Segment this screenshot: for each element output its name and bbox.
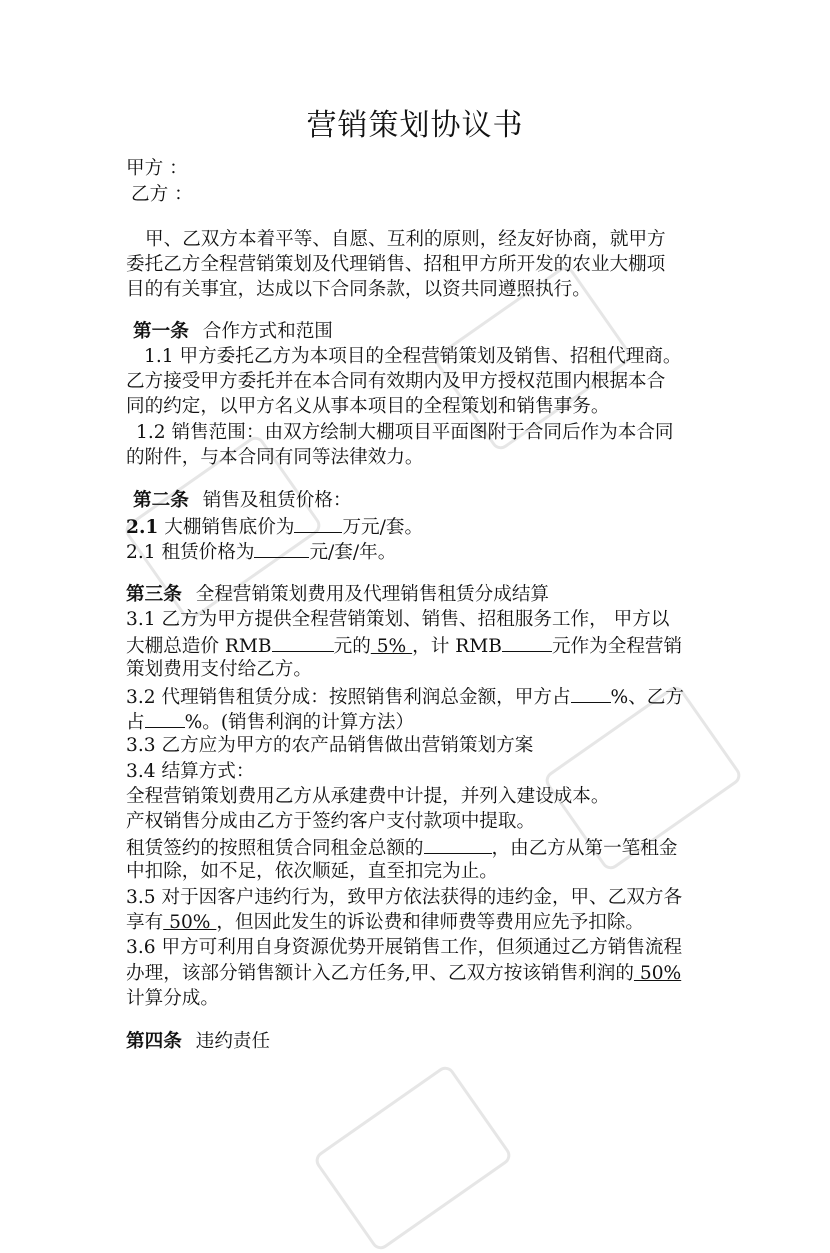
clause-text: 大棚总造价 RMB bbox=[126, 636, 272, 657]
article3-line: 3.3 乙方应为甲方的农产品销售做出营销策划方案 bbox=[126, 735, 534, 756]
article3-line: 3.1 乙方为甲方提供全程营销策划、销售、招租服务工作， 甲方以 bbox=[126, 609, 670, 630]
clause-number: 2.1 bbox=[126, 517, 159, 538]
article4-title: 违约责任 bbox=[195, 1031, 271, 1052]
article1-line: 乙方接受甲方委托并在本合同有效期内及甲方授权范围内根据本合 bbox=[126, 371, 666, 392]
underlined-percent: 50% bbox=[633, 963, 682, 984]
party-b-label: 乙方 ： bbox=[131, 184, 193, 205]
article3-line bbox=[126, 911, 716, 935]
clause-text: 元作为全程营销 bbox=[551, 636, 683, 657]
article3-line: 中扣除，如不足，依次顺延，直至扣完为止。 bbox=[126, 861, 498, 882]
article1-number: 第一条 bbox=[133, 321, 189, 342]
fill-blank bbox=[272, 633, 334, 652]
article3-title: 全程营销策划费用及代理销售租赁分成结算 bbox=[195, 584, 550, 605]
article3-line bbox=[126, 835, 716, 861]
article1-line: 1.2 销售范围：由双方绘制大棚项目平面图附于合同后作为本合同 bbox=[136, 422, 674, 443]
article3-line: 3.4 结算方式： bbox=[126, 761, 255, 782]
clause-text: 万元/套。 bbox=[342, 517, 424, 538]
article3-line: 策划费用支付给乙方。 bbox=[126, 659, 312, 680]
article3-line: 计算分成。 bbox=[126, 988, 219, 1009]
clause-text: %、乙方 bbox=[610, 687, 684, 708]
article2-heading bbox=[133, 489, 723, 513]
fill-blank bbox=[571, 684, 611, 703]
article3-line: 3.6 甲方可利用自身资源优势开展销售工作，但须通过乙方销售流程 bbox=[126, 937, 683, 958]
article3-heading bbox=[126, 583, 716, 607]
fill-blank bbox=[424, 835, 492, 854]
fill-blank bbox=[145, 709, 185, 728]
intro-line: 目的有关事宜，达成以下合同条款，以资共同遵照执行。 bbox=[126, 279, 591, 300]
clause-text: ，计 RMB bbox=[412, 636, 502, 657]
article2-line bbox=[126, 514, 716, 540]
article1-heading bbox=[133, 320, 723, 344]
article3-number: 第三条 bbox=[126, 584, 182, 605]
fill-blank bbox=[502, 633, 552, 652]
article2-title: 销售及租赁价格： bbox=[202, 490, 352, 511]
article1-line: 同的约定，以甲方名义从事本项目的全程策划和销售事务。 bbox=[126, 396, 610, 417]
intro-line: 甲、乙双方本着平等、自愿、互利的原则，经友好协商，就甲方 bbox=[145, 229, 666, 250]
article4-number: 第四条 bbox=[126, 1031, 182, 1052]
clause-text: 元/套/年。 bbox=[309, 542, 397, 563]
watermark-shape bbox=[312, 1063, 515, 1253]
article3-line bbox=[126, 962, 716, 986]
clause-text: 元的 bbox=[333, 636, 371, 657]
clause-text: 办理，该部分销售额计入乙方任务,甲、乙双方按该销售利润的 bbox=[126, 963, 634, 984]
clause-text: 大棚销售底价为 bbox=[158, 517, 295, 538]
document-title: 营销策划协议书 bbox=[306, 108, 524, 143]
clause-text: %。(销售利润的计算方法） bbox=[184, 712, 415, 733]
fill-blank bbox=[254, 539, 309, 558]
article1-title: 合作方式和范围 bbox=[202, 321, 333, 342]
clause-text: 2.1 租赁价格为 bbox=[126, 542, 255, 563]
fill-blank bbox=[294, 514, 342, 533]
clause-text: ，但因此发生的诉讼费和律师费等费用应先予扣除。 bbox=[216, 912, 645, 933]
clause-text: 占 bbox=[126, 712, 145, 733]
article3-line bbox=[126, 633, 716, 659]
article3-line bbox=[126, 684, 716, 710]
intro-line: 委托乙方全程营销策划及代理销售、招租甲方所开发的农业大棚项 bbox=[126, 254, 666, 275]
clause-text: ，由乙方从第一笔租金 bbox=[491, 838, 678, 859]
underlined-percent: 5% bbox=[370, 636, 413, 657]
article1-line: 1.1 甲方委托乙方为本项目的全程营销策划及销售、招租代理商。 bbox=[144, 346, 682, 367]
article1-line: 的附件，与本合同有同等法律效力。 bbox=[126, 447, 424, 468]
article2-line bbox=[126, 539, 716, 565]
underlined-percent: 50% bbox=[163, 912, 217, 933]
article3-line: 全程营销策划费用乙方从承建费中计提，并列入建设成本。 bbox=[126, 786, 610, 807]
clause-text: 3.2 代理销售租赁分成：按照销售利润总金额，甲方占 bbox=[126, 687, 571, 708]
article4-heading bbox=[126, 1030, 716, 1054]
clause-text: 享有 bbox=[126, 912, 164, 933]
article3-line: 3.5 对于因客户违约行为，致甲方依法获得的违约金，甲、乙双方各 bbox=[126, 887, 683, 908]
article2-number: 第二条 bbox=[133, 490, 189, 511]
article3-line bbox=[126, 709, 716, 735]
party-a-label: 甲方 ： bbox=[126, 158, 188, 179]
clause-text: 租赁签约的按照租赁合同租金总额的 bbox=[126, 838, 424, 859]
article3-line: 产权销售分成由乙方于签约客户支付款项中提取。 bbox=[126, 811, 536, 832]
